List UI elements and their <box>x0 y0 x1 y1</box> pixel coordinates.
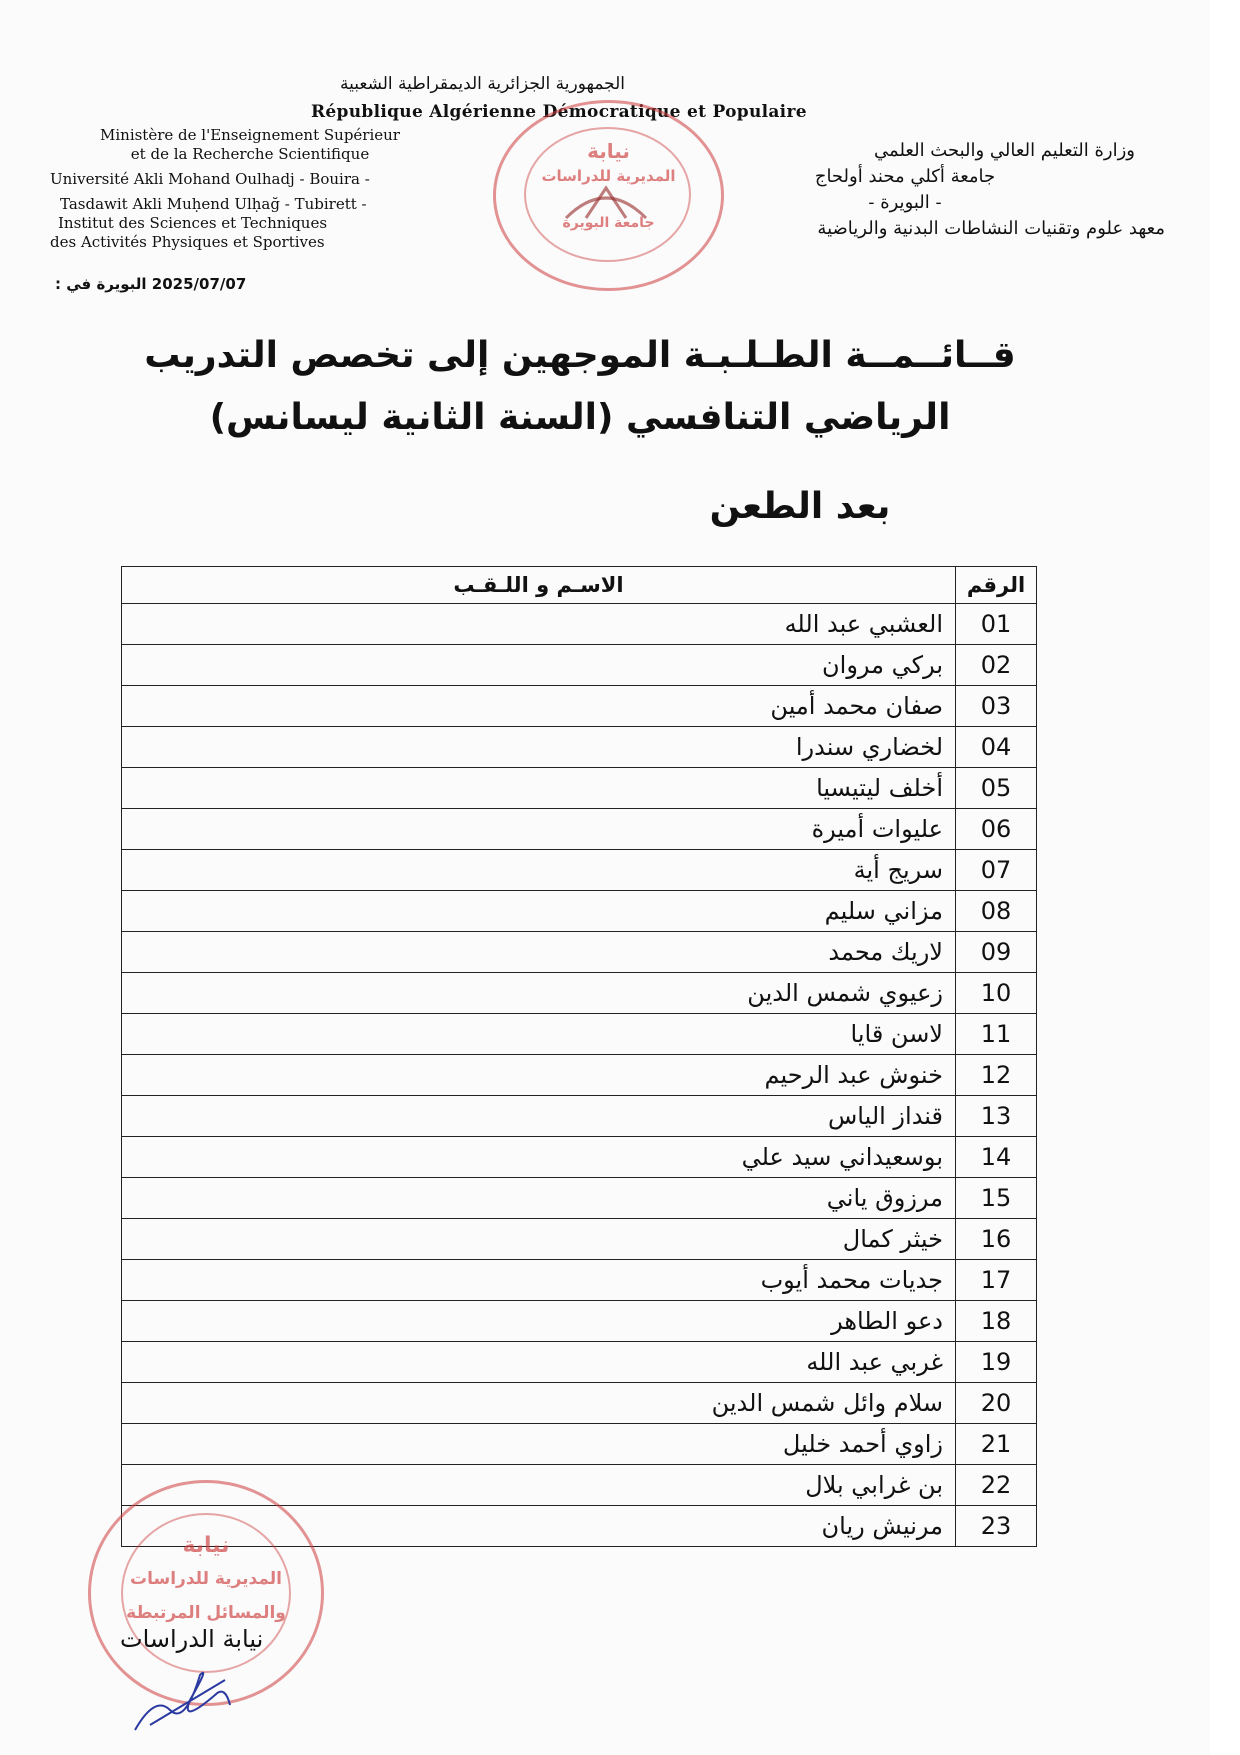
stamp-top-emblem-icon <box>556 183 656 223</box>
row-student-name: مزاني سليم <box>122 891 956 932</box>
fr-institute-2: des Activités Physiques et Sportives <box>50 233 325 251</box>
table-row <box>122 1014 1037 1055</box>
row-student-name: دعو الطاهر <box>122 1301 956 1342</box>
row-number: 01 <box>956 604 1037 645</box>
table-row <box>122 809 1037 850</box>
row-student-name: العشبي عبد الله <box>122 604 956 645</box>
table-row <box>122 1219 1037 1260</box>
page-subtitle: بعد الطعن <box>709 486 891 527</box>
table-row <box>122 850 1037 891</box>
row-number: 13 <box>956 1096 1037 1137</box>
row-number: 18 <box>956 1301 1037 1342</box>
table-row <box>122 727 1037 768</box>
row-student-name: بوسعيداني سيد علي <box>122 1137 956 1178</box>
stamp-top-line2: المديرية للدراسات <box>541 167 676 185</box>
row-number: 23 <box>956 1506 1037 1547</box>
row-number: 09 <box>956 932 1037 973</box>
stamp-top-line1: نيابة <box>587 139 630 163</box>
ar-university: جامعة أكلي محند أولحاج <box>814 166 996 187</box>
row-number: 21 <box>956 1424 1037 1465</box>
header-fr-block <box>50 126 450 252</box>
table-row <box>122 1178 1037 1219</box>
row-number: 03 <box>956 686 1037 727</box>
date-line <box>55 275 246 293</box>
row-number: 15 <box>956 1178 1037 1219</box>
table-row <box>122 1055 1037 1096</box>
row-number: 06 <box>956 809 1037 850</box>
row-number: 16 <box>956 1219 1037 1260</box>
header-ar-block <box>715 138 1165 242</box>
stamp-bottom-line2: المديرية للدراسات <box>130 1569 282 1589</box>
row-student-name: خنوش عبد الرحيم <box>122 1055 956 1096</box>
row-student-name: أخلف ليتيسيا <box>122 768 956 809</box>
col-number-header: الرقم <box>956 567 1037 604</box>
fr-ministry-1: Ministère de l'Enseignement Supérieur <box>100 126 400 144</box>
row-student-name: لخضاري سندرا <box>122 727 956 768</box>
row-number: 08 <box>956 891 1037 932</box>
row-number: 19 <box>956 1342 1037 1383</box>
row-student-name: عليوات أميرة <box>122 809 956 850</box>
fr-university: Université Akli Mohand Oulhadj - Bouira - <box>50 170 370 188</box>
table-header-row <box>122 567 1037 604</box>
table-row <box>122 891 1037 932</box>
stamp-bottom-line1: نيابة <box>182 1533 230 1558</box>
date-value: 2025/07/07 <box>151 275 247 293</box>
row-number: 17 <box>956 1260 1037 1301</box>
university-stamp-top <box>493 100 724 291</box>
ar-ministry: وزارة التعليم العالي والبحث العلمي <box>874 140 1135 161</box>
row-student-name: لاسن قايا <box>122 1014 956 1055</box>
row-number: 14 <box>956 1137 1037 1178</box>
row-student-name: لاريك محمد <box>122 932 956 973</box>
fr-university-amazigh: Tasdawit Akli Muḥend Ulḥağ - Tubirett - <box>60 195 367 213</box>
row-student-name: سريج أية <box>122 850 956 891</box>
row-student-name: سلام وائل شمس الدين <box>122 1383 956 1424</box>
stamp-bottom-line3: والمسائل المرتبطة <box>126 1603 286 1623</box>
stamp-top-line3: جامعة البويرة <box>562 215 655 231</box>
signature-icon <box>130 1655 240 1740</box>
row-number: 22 <box>956 1465 1037 1506</box>
row-number: 05 <box>956 768 1037 809</box>
row-student-name: غربي عبد الله <box>122 1342 956 1383</box>
table-row <box>122 1342 1037 1383</box>
row-student-name: بن غرابي بلال <box>122 1465 956 1506</box>
table-row <box>122 1301 1037 1342</box>
row-number: 10 <box>956 973 1037 1014</box>
table-row <box>122 768 1037 809</box>
table-row <box>122 1383 1037 1424</box>
row-student-name: قنداز الياس <box>122 1096 956 1137</box>
table-row <box>122 1424 1037 1465</box>
table-row <box>122 686 1037 727</box>
row-student-name: جديات محمد أيوب <box>122 1260 956 1301</box>
row-student-name: خيثر كمال <box>122 1219 956 1260</box>
ar-institute: معهد علوم وتقنيات النشاطات البدنية والرياضية <box>817 218 1165 239</box>
row-student-name: صفان محمد أمين <box>122 686 956 727</box>
page-title: قــائــمــة الطـلـبـة الموجهين إلى تخصص التدريب الرياضي التنافسي (السنة الثانية ليسانس) <box>144 335 1016 438</box>
table-row <box>122 604 1037 645</box>
date-label: البويرة في : <box>55 275 147 293</box>
students-table <box>121 566 1037 1547</box>
row-student-name: زعيوي شمس الدين <box>122 973 956 1014</box>
table-row <box>122 1137 1037 1178</box>
row-number: 07 <box>956 850 1037 891</box>
table-row <box>122 645 1037 686</box>
row-student-name: زاوي أحمد خليل <box>122 1424 956 1465</box>
header-ar-republic: الجمهورية الجزائرية الديمقراطية الشعبية <box>340 74 626 94</box>
fr-institute-1: Institut des Sciences et Techniques <box>58 214 328 232</box>
row-number: 12 <box>956 1055 1037 1096</box>
signature-label: نيابة الدراسات <box>120 1625 264 1653</box>
ar-city: - البويرة - <box>868 192 942 213</box>
row-number: 11 <box>956 1014 1037 1055</box>
row-student-name: مرزوق ياني <box>122 1178 956 1219</box>
fr-ministry-2: et de la Recherche Scientifique <box>130 145 370 163</box>
row-student-name: مرنيش ريان <box>122 1506 956 1547</box>
col-name-header: الاسـم و اللـقـب <box>122 567 956 604</box>
row-student-name: بركي مروان <box>122 645 956 686</box>
row-number: 02 <box>956 645 1037 686</box>
table-row <box>122 932 1037 973</box>
table-row <box>122 1096 1037 1137</box>
table-row <box>122 1260 1037 1301</box>
row-number: 20 <box>956 1383 1037 1424</box>
row-number: 04 <box>956 727 1037 768</box>
header-fr-republic: République Algérienne Démocratique et Populaire <box>311 102 807 122</box>
table-row <box>122 973 1037 1014</box>
